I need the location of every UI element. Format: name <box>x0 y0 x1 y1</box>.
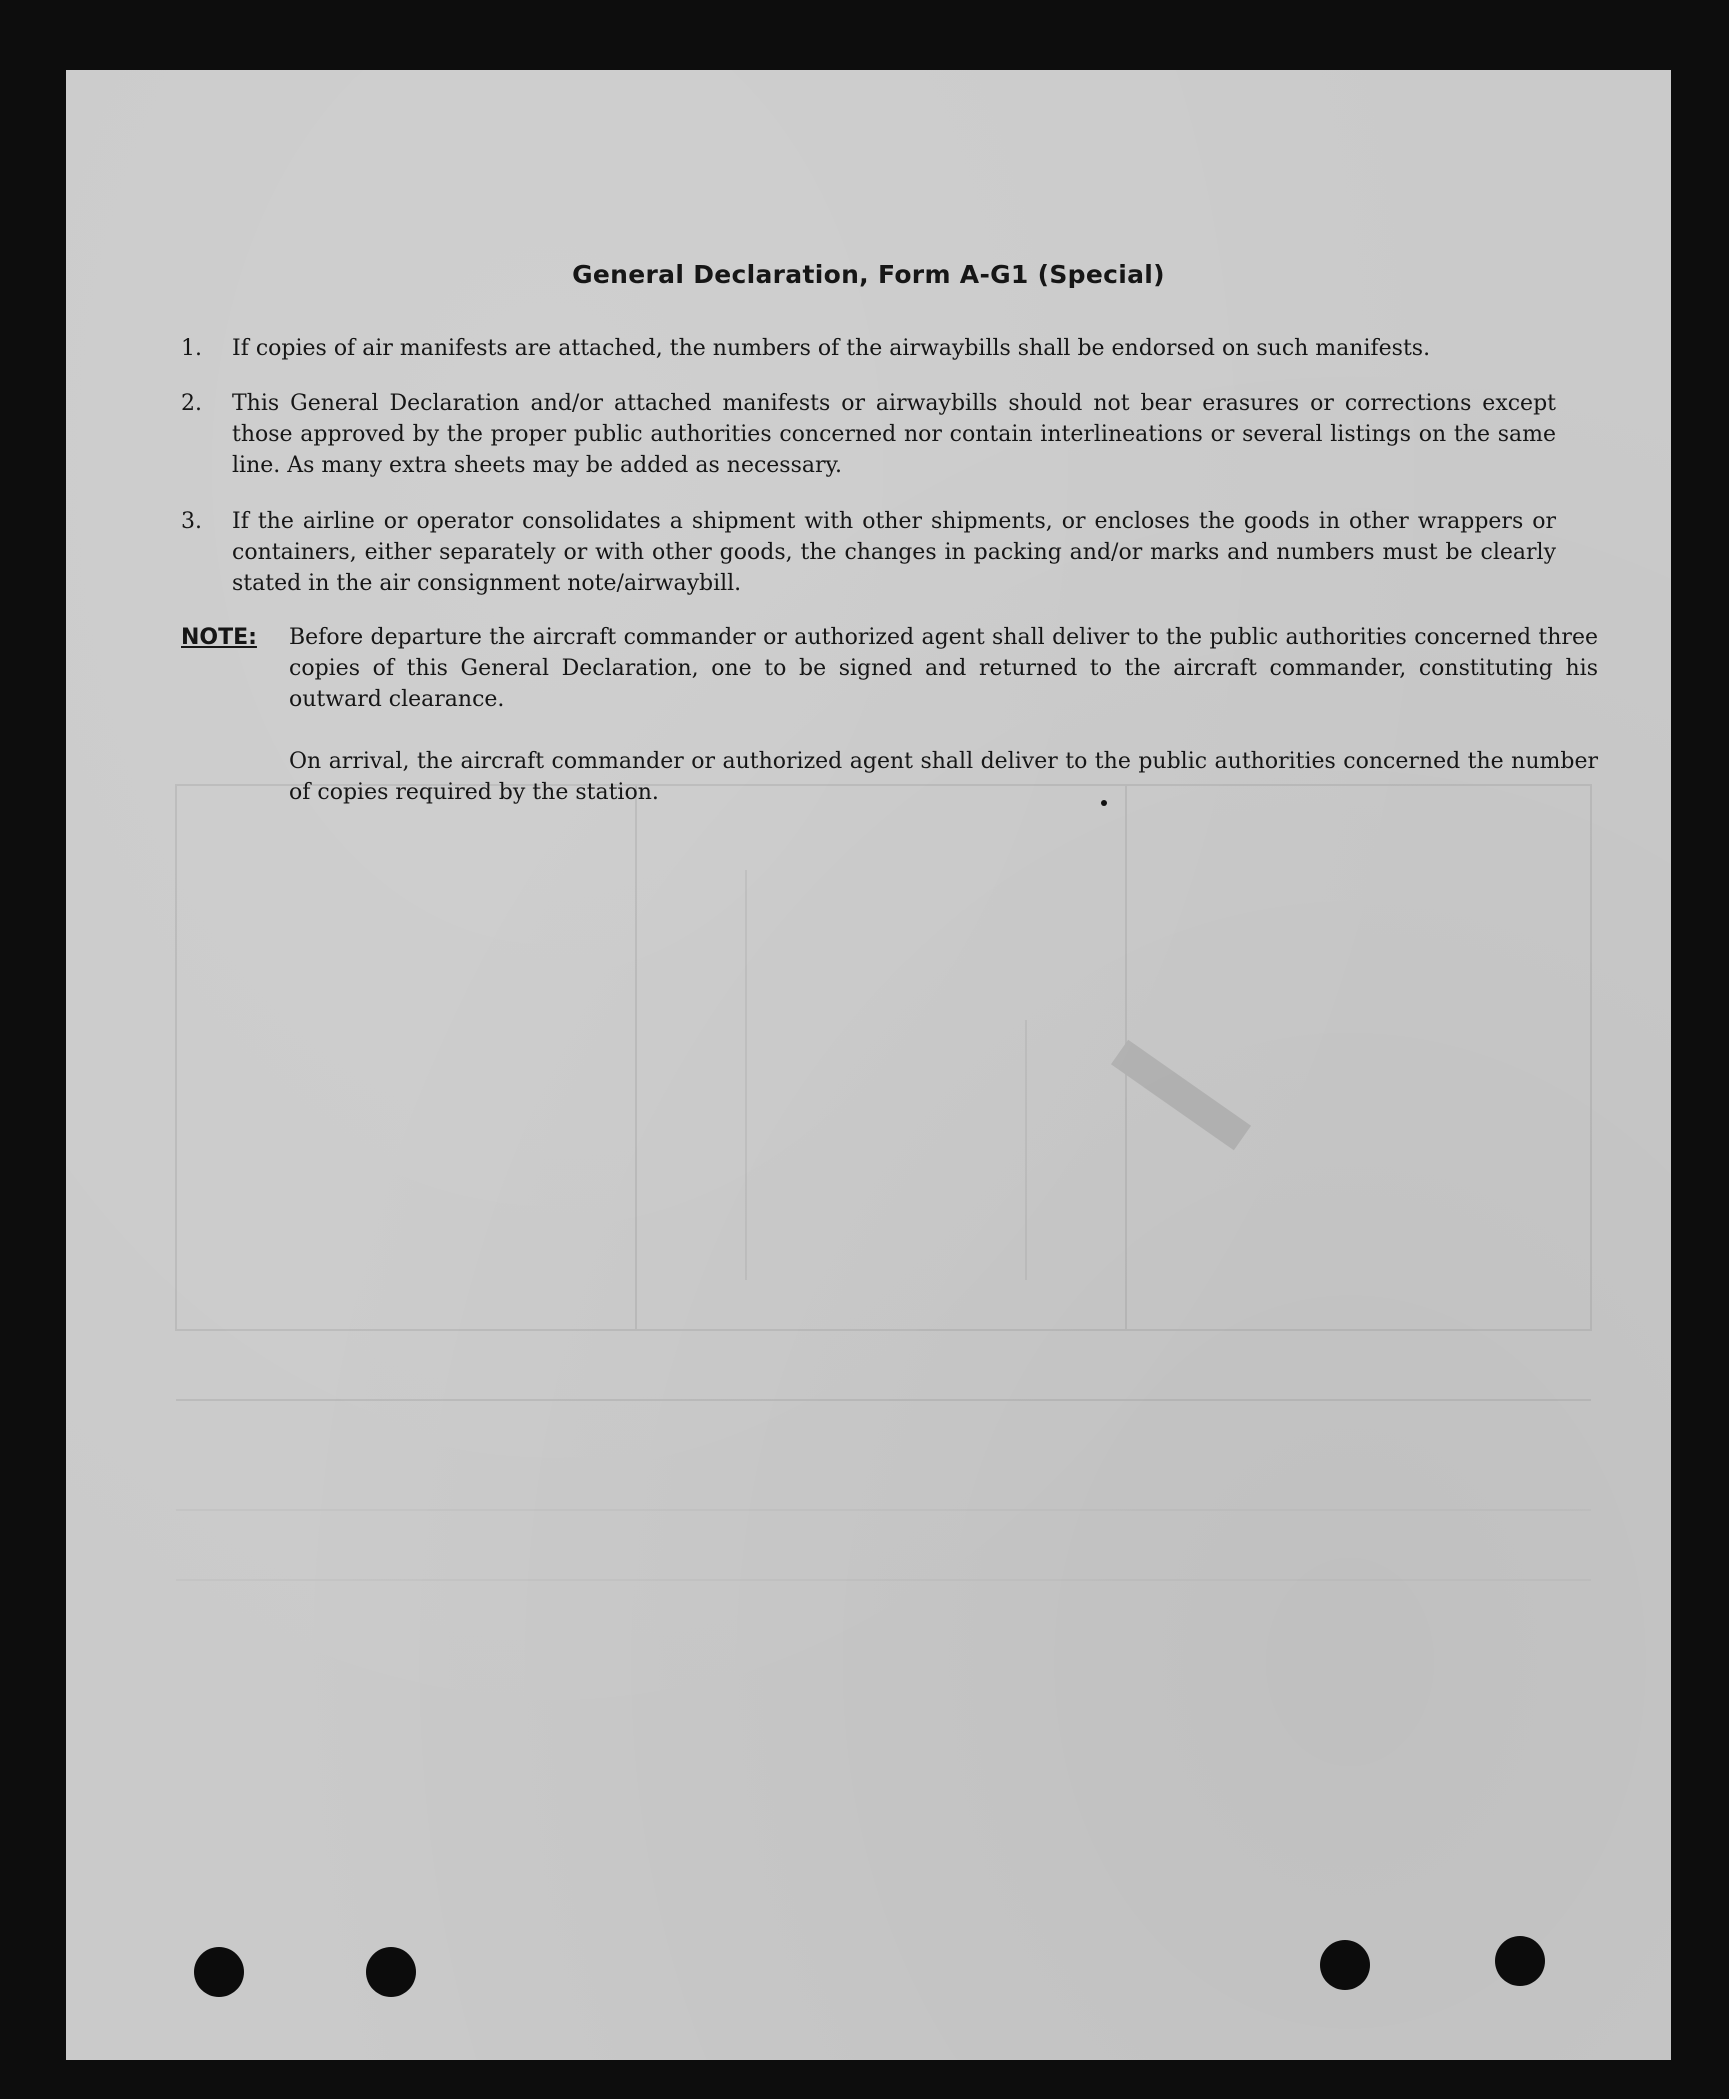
page-title: General Declaration, Form A-G1 (Special) <box>572 260 1165 289</box>
instruction-item-2 <box>181 388 1556 481</box>
note-continuation <box>181 746 1598 808</box>
note-block <box>181 622 1598 715</box>
note-paragraph-2: On arrival, the aircraft commander or authorized agent shall deliver to the public authorities concerned the number of copies required by the station. <box>289 749 1598 805</box>
show-through-form-lines <box>66 70 1671 2060</box>
note-label: NOTE: <box>181 625 257 650</box>
punch-hole-left-1 <box>194 1947 244 1997</box>
paper-sheet <box>66 70 1671 2060</box>
instruction-item-3 <box>181 506 1556 599</box>
item-text: If copies of air manifests are attached, the numbers of the airwaybills shall be endorsed on such manifests. <box>232 336 1431 361</box>
item-number: 2. <box>181 391 202 416</box>
instruction-item-1 <box>181 333 1556 364</box>
item-text: This General Declaration and/or attached manifests or airwaybills should not bear erasures or corrections except those approved by the proper public authorities concerned nor contain interlineations or several listings on the same line. As many extra sheets may be added as necessary. <box>232 391 1556 478</box>
punch-hole-right-2 <box>1495 1936 1545 1986</box>
punch-hole-left-2 <box>366 1947 416 1997</box>
item-text: If the airline or operator consolidates a shipment with other shipments, or encloses the goods in other wrappers or containers, either separately or with other goods, the changes in packing and/or marks and numbers must be clearly stated in the air consignment note/airwaybill. <box>232 509 1556 596</box>
item-number: 1. <box>181 336 202 361</box>
item-number: 3. <box>181 509 202 534</box>
reverse-side-show-through <box>66 70 1671 2060</box>
note-paragraph-1: Before departure the aircraft commander or authorized agent shall deliver to the public authorities concerned three copies of this General Declaration, one to be signed and returned to the aircraft commander, constituting his outward clearance. <box>289 625 1598 712</box>
ink-speck <box>1101 800 1107 806</box>
punch-hole-right-1 <box>1320 1940 1370 1990</box>
